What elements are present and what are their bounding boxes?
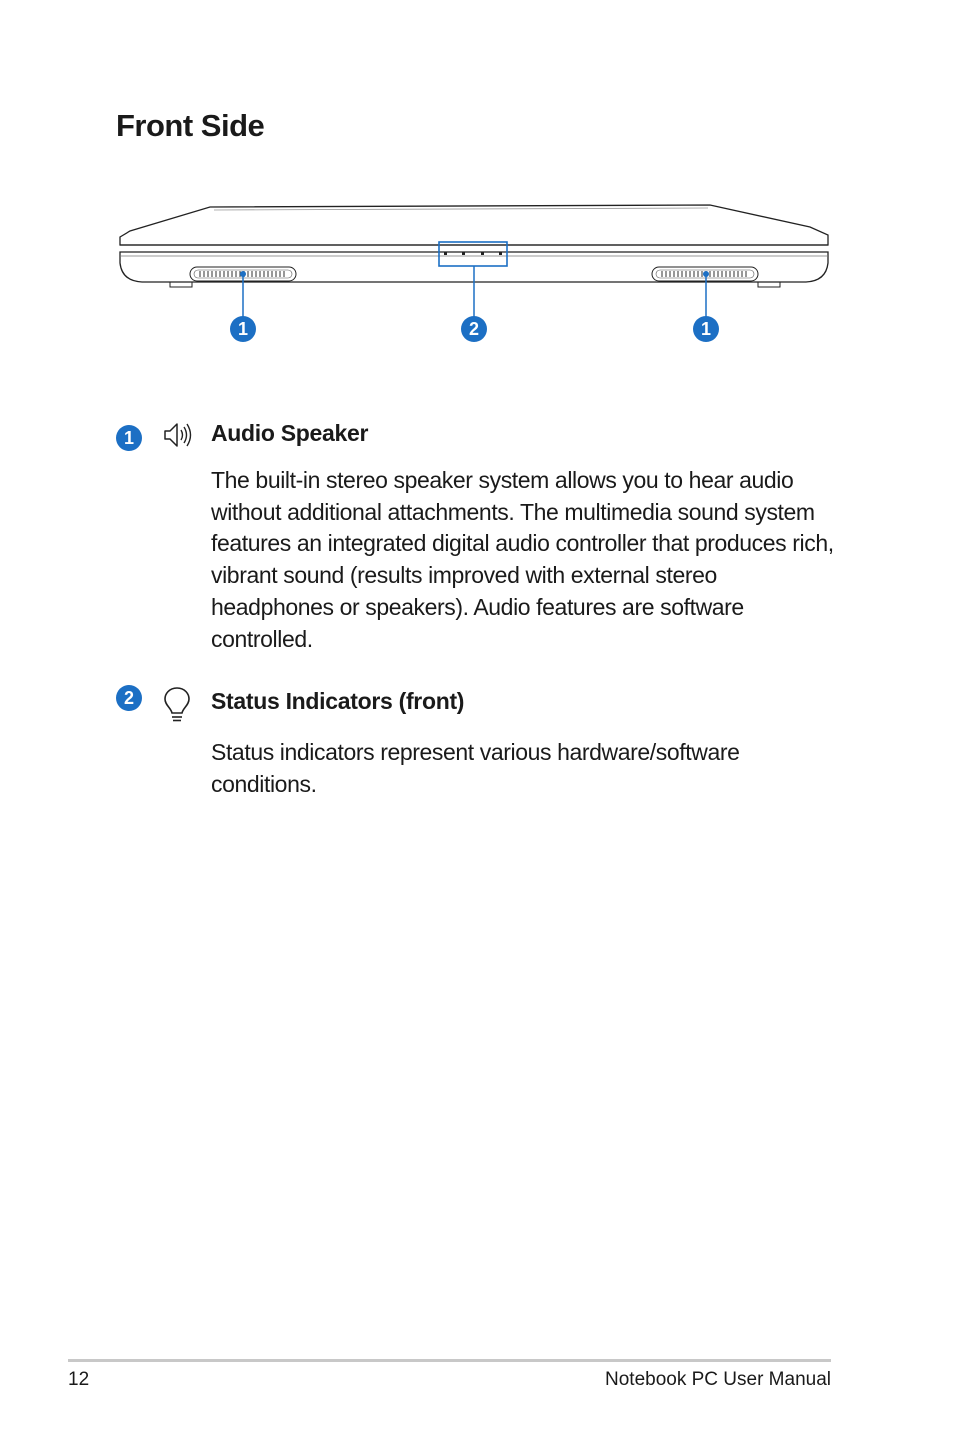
- footer-divider: [68, 1359, 831, 1362]
- item-description: The built-in stereo speaker system allows you to hear audio without additional attachments. The multimedia sound system features an integrated digital audio controller that produces rich, vibrant sound (results improved with external stereo headphones or speakers). Audio features are software controlled.: [211, 467, 834, 652]
- lightbulb-icon: [163, 686, 191, 727]
- notebook-front-diagram: [110, 195, 840, 355]
- callout-badge: 1: [693, 316, 719, 342]
- callout-badge: 1: [230, 316, 256, 342]
- page-number: 12: [68, 1369, 90, 1390]
- manual-title: Notebook PC User Manual: [605, 1369, 831, 1390]
- notebook-lid: [120, 205, 828, 245]
- speaker-icon: [162, 421, 194, 454]
- item-number-badge: 2: [116, 685, 142, 711]
- item-title: Audio Speaker: [211, 420, 369, 446]
- item-number-badge: 1: [116, 425, 142, 451]
- item-title: Status Indicators (front): [211, 688, 465, 714]
- item-description: Status indicators represent various hardware/software conditions.: [211, 739, 740, 797]
- callout-badge: 2: [461, 316, 487, 342]
- page-title: Front Side: [116, 108, 265, 143]
